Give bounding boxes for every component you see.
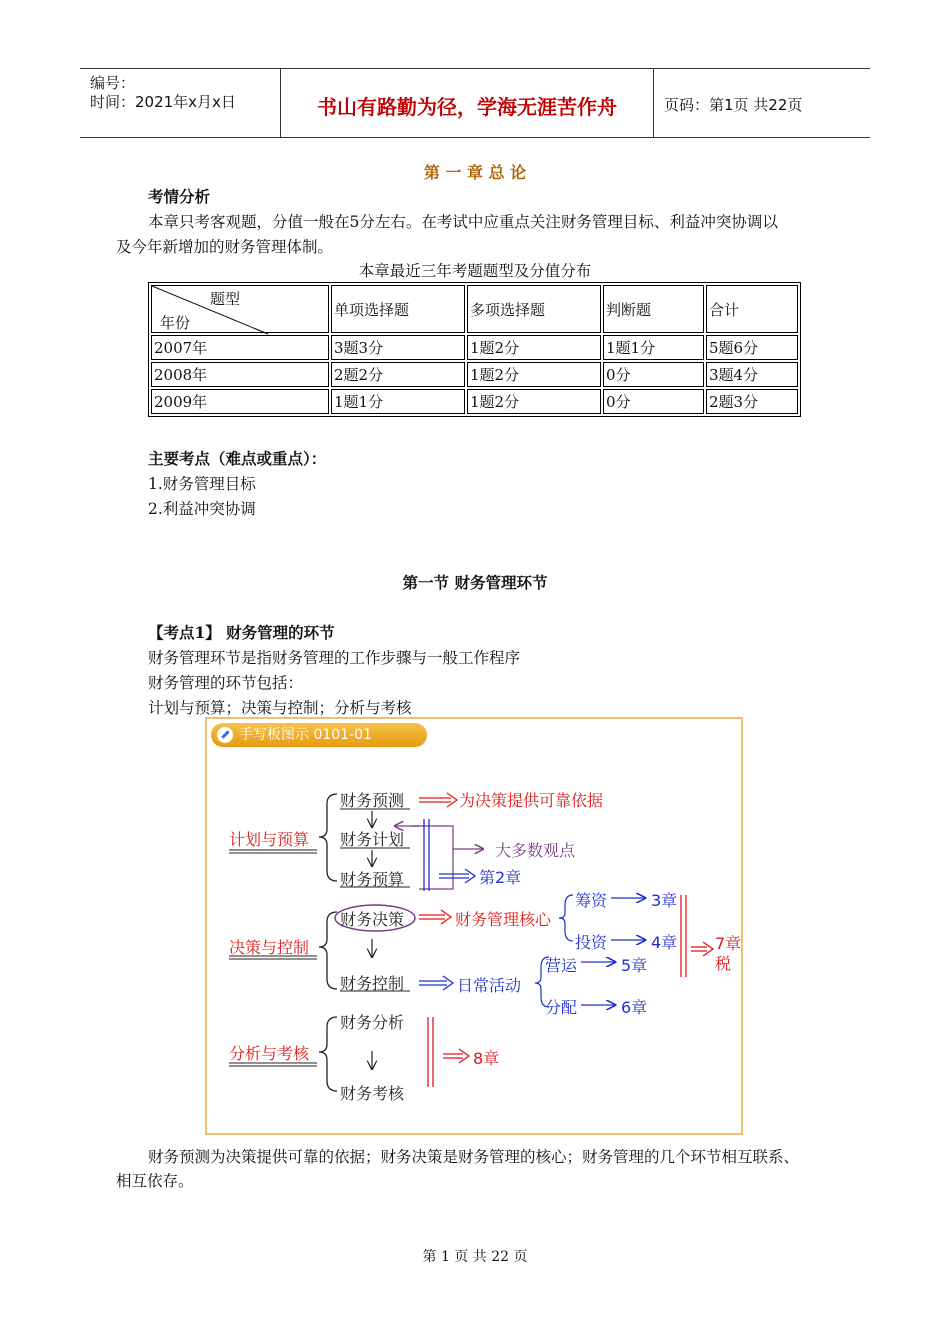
table-cell: 3题4分 (706, 362, 798, 387)
table-row (151, 389, 798, 414)
table-corner-cell (151, 285, 329, 333)
kaodian-line: 财务管理环节是指财务管理的工作步骤与一般工作程序 (148, 649, 521, 667)
note-majority: 大多数观点 (495, 841, 576, 860)
page-footer: 第 1 页 共 22 页 (422, 1249, 528, 1265)
chapter-title: 第 一 章 总 论 (423, 163, 527, 182)
time-label: 时间：2021年x月x日 (90, 93, 236, 111)
table-cell: 1题2分 (467, 335, 601, 360)
table-cell: 3题3分 (331, 335, 465, 360)
note-tax: 税 (715, 954, 732, 973)
table-caption: 本章最近三年考题题型及分值分布 (358, 262, 592, 280)
table-cell: 2008年 (151, 362, 329, 387)
note-chapter-4: 4章 (651, 933, 678, 952)
diagram-tag-label: 手写板图示 0101-01 (239, 727, 372, 743)
motto: 书山有路勤为径，学海无涯苦作舟 (317, 95, 617, 119)
note-chapter-6: 6章 (621, 998, 648, 1017)
document-header (80, 68, 870, 138)
table-cell: 2题2分 (331, 362, 465, 387)
step-analysis: 财务分析 (340, 1013, 405, 1032)
handwriting-diagram (205, 717, 743, 1135)
table-cell: 2题3分 (706, 389, 798, 414)
kaodian-line: 财务管理的环节包括： (148, 674, 304, 692)
table-cell: 1题2分 (467, 389, 601, 414)
header-cell: 多项选择题 (467, 285, 601, 333)
header-meta-cell (80, 69, 281, 137)
table-row (151, 335, 798, 360)
table-cell: 2009年 (151, 389, 329, 414)
table-cell: 0分 (603, 362, 704, 387)
exam-heading: 考情分析 (148, 187, 211, 206)
note-chapter-7: 7章 (715, 934, 742, 953)
table-cell: 1题1分 (603, 335, 704, 360)
exam-paragraph-line-2: 及今年新增加的财务管理体制。 (116, 238, 334, 256)
note-operate: 营运 (545, 956, 578, 975)
step-budget: 财务预算 (340, 870, 405, 889)
note-daily: 日常活动 (457, 976, 522, 995)
header-cell: 单项选择题 (331, 285, 465, 333)
group-analysis-assessment: 分析与考核 (229, 1044, 310, 1063)
closing-line-2: 相互依存。 (116, 1172, 194, 1190)
note-invest: 投资 (575, 933, 608, 952)
exam-stats-table (148, 282, 801, 417)
table-header-row (151, 285, 798, 333)
table-cell: 1题2分 (467, 362, 601, 387)
header-page-info: 页码：第1页 共22页 (664, 96, 803, 114)
note-chapter-3: 3章 (651, 891, 678, 910)
key-points-heading: 主要考点（难点或重点）： (148, 449, 327, 468)
step-forecast: 财务预测 (340, 791, 405, 810)
group-decision-control: 决策与控制 (229, 938, 310, 957)
header-motto-cell (281, 69, 654, 137)
serial-label: 编号： (90, 74, 136, 92)
table-cell: 2007年 (151, 335, 329, 360)
step-control: 财务控制 (340, 974, 405, 993)
header-cell: 合计 (706, 285, 798, 333)
corner-bottom-label: 年份 (160, 314, 191, 332)
table-cell: 5题6分 (706, 335, 798, 360)
step-assessment: 财务考核 (340, 1084, 405, 1103)
table-cell: 1题1分 (331, 389, 465, 414)
note-core: 财务管理核心 (455, 910, 552, 929)
kaodian-line: 计划与预算；决策与控制；分析与考核 (148, 699, 412, 717)
step-decision: 财务决策 (340, 910, 405, 929)
note-chapter-5: 5章 (621, 956, 648, 975)
kaodian-title: 【考点1】 财务管理的环节 (148, 623, 335, 642)
table-cell: 0分 (603, 389, 704, 414)
note-chapter-2: 第2章 (479, 868, 522, 887)
step-plan: 财务计划 (340, 830, 405, 849)
table-row (151, 362, 798, 387)
closing-line-1: 财务预测为决策提供可靠的依据；财务决策是财务管理的核心；财务管理的几个环节相互联系、 (148, 1148, 800, 1166)
section-title: 第一节 财务管理环节 (402, 573, 548, 592)
note-distribute: 分配 (545, 998, 578, 1017)
key-point-item: 2.利益冲突协调 (148, 500, 256, 518)
key-point-item: 1.财务管理目标 (148, 475, 256, 493)
group-plan-budget: 计划与预算 (229, 830, 310, 849)
header-cell: 判断题 (603, 285, 704, 333)
note-raise: 筹资 (575, 891, 608, 910)
exam-paragraph-line-1: 本章只考客观题，分值一般在5分左右。在考试中应重点关注财务管理目标、利益冲突协调以 (148, 213, 778, 231)
note-forecast: 为决策提供可靠依据 (459, 791, 604, 810)
note-chapter-8: 8章 (473, 1049, 500, 1068)
corner-top-label: 题型 (210, 290, 241, 308)
